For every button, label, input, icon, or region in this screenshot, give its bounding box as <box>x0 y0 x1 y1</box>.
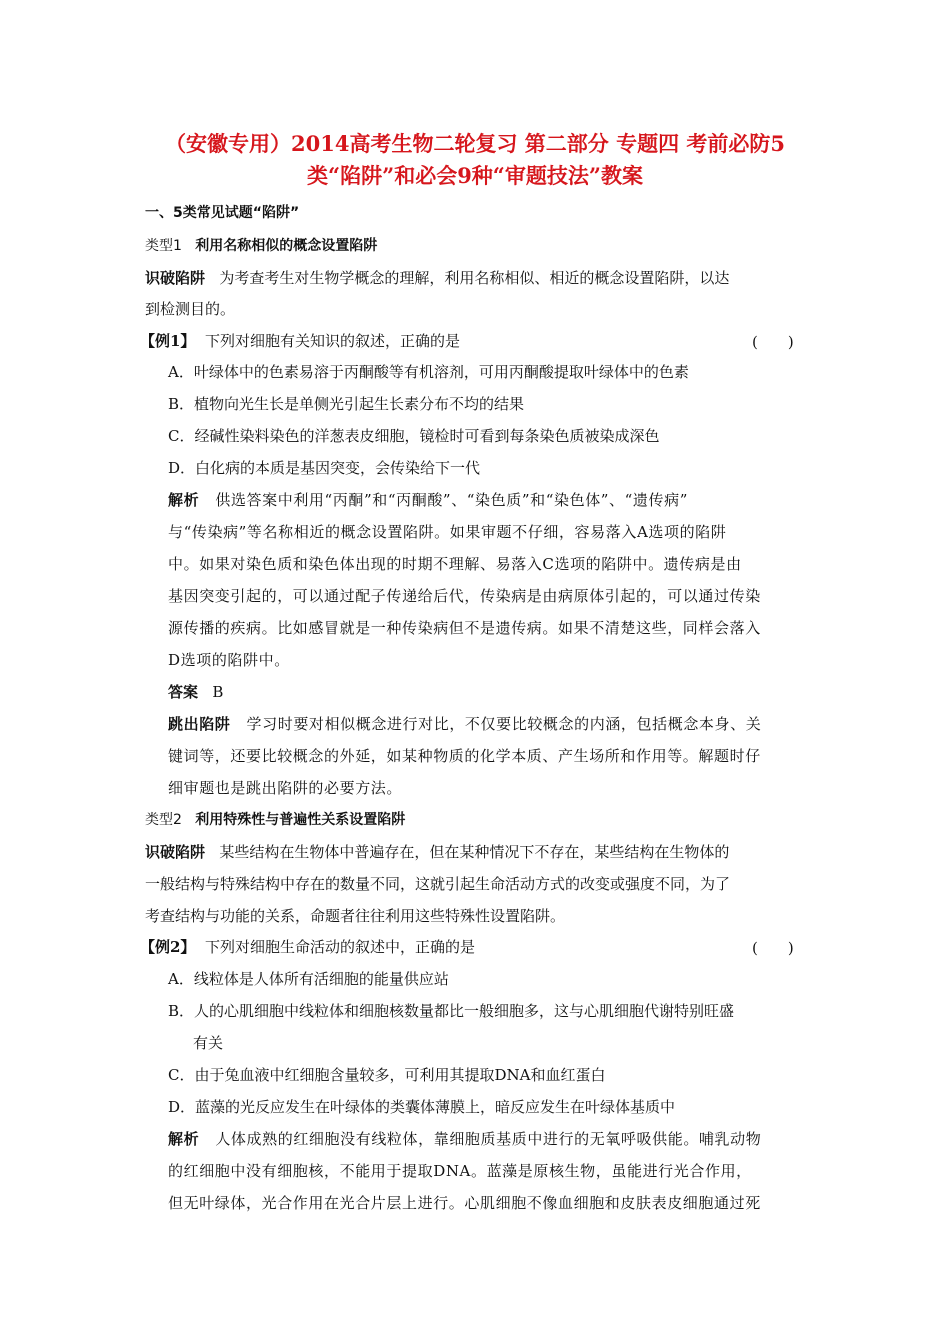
title-line-1: （安徽专用）2014高考生物二轮复习 第二部分 专题四 考前必防5 <box>165 131 785 156</box>
example1-solution-line-1: 解析 供选答案中利用“丙酮”和“丙酮酸”、“染色质”和“染色体”、“遗传病” <box>168 491 688 509</box>
type1-identify-line-1: 识破陷阱 为考查考生对生物学概念的理解，利用名称相似、相近的概念设置陷阱，以达 <box>145 269 730 287</box>
example1-question: 【例1】 下列对细胞有关知识的叙述，正确的是 <box>140 332 460 350</box>
example2-option-b-cont: 有关 <box>193 1034 224 1052</box>
example2-option-b: B．人的心肌细胞中线粒体和细胞核数量都比一般细胞多，这与心肌细胞代谢特别旺盛 <box>168 1002 735 1020</box>
document-title <box>100 128 850 192</box>
type2-identify-line-3: 考查结构与功能的关系，命题者往往利用这些特殊性设置陷阱。 <box>145 907 566 925</box>
example1-solution-line-5: 源传播的疾病。比如感冒就是一种传染病但不是遗传病。如果不清楚这些，同样会落入 <box>168 619 761 637</box>
type2-identify-line-2: 一般结构与特殊结构中存在的数量不同，这就引起生命活动方式的改变或强度不同，为了 <box>145 875 731 893</box>
type1-heading: 类型1 利用名称相似的概念设置陷阱 <box>145 238 378 254</box>
example1-solution-line-3: 中。如果对染色质和染色体出现的时期不理解、易落入C选项的陷阱中。遗传病是由 <box>168 555 742 573</box>
example1-answer: 答案 B <box>168 683 224 701</box>
example1-solution-line-2: 与“传染病”等名称相近的概念设置陷阱。如果审题不仔细，容易落入A选项的陷阱 <box>168 523 727 541</box>
example1-option-d: D．白化病的本质是基因突变，会传染给下一代 <box>168 459 481 477</box>
example2-question: 【例2】 下列对细胞生命活动的叙述中，正确的是 <box>140 938 475 956</box>
example1-option-a: A．叶绿体中的色素易溶于丙酮酸等有机溶剂，可用丙酮酸提取叶绿体中的色素 <box>168 363 689 381</box>
example1-escape-line-2: 键词等，还要比较概念的外延，如某种物质的化学本质、产生场所和作用等。解题时仔 <box>168 747 761 765</box>
example2-option-a: A．线粒体是人体所有活细胞的能量供应站 <box>168 970 449 988</box>
section-heading: 一、5类常见试题“陷阱” <box>145 205 300 221</box>
example2-solution-line-1: 解析 人体成熟的红细胞没有线粒体，靠细胞质基质中进行的无氧呼吸供能。哺乳动物 <box>168 1130 762 1148</box>
example1-escape-line-3: 细审题也是跳出陷阱的必要方法。 <box>168 779 403 797</box>
example2-solution-line-3: 但无叶绿体，光合作用在光合片层上进行。心肌细胞不像血细胞和皮肤表皮细胞通过死 <box>168 1194 761 1212</box>
example2-answer-blank: ( ) <box>752 939 794 957</box>
example1-option-b: B．植物向光生长是单侧光引起生长素分布不均的结果 <box>168 395 525 413</box>
type1-identify-line-2: 到检测目的。 <box>145 300 236 318</box>
example1-solution-line-4: 基因突变引起的，可以通过配子传递给后代，传染病是由病原体引起的，可以通过传染 <box>168 587 761 605</box>
example1-option-c: C．经碱性染料染色的洋葱表皮细胞，镜检时可看到每条染色质被染成深色 <box>168 427 660 445</box>
example1-answer-blank: ( ) <box>752 333 794 351</box>
example2-option-c: C．由于兔血液中红细胞含量较多，可利用其提取DNA和血红蛋白 <box>168 1066 606 1084</box>
type2-identify-line-1: 识破陷阱 某些结构在生物体中普遍存在，但在某种情况下不存在，某些结构在生物体的 <box>145 843 730 861</box>
example2-option-d: D．蓝藻的光反应发生在叶绿体的类囊体薄膜上，暗反应发生在叶绿体基质中 <box>168 1098 676 1116</box>
example2-solution-line-2: 的红细胞中没有细胞核，不能用于提取DNA。蓝藻是原核生物，虽能进行光合作用， <box>168 1162 752 1180</box>
type2-heading: 类型2 利用特殊性与普遍性关系设置陷阱 <box>145 812 406 828</box>
example1-solution-line-6: D选项的陷阱中。 <box>168 651 290 669</box>
example1-escape-line-1: 跳出陷阱 学习时要对相似概念进行对比，不仅要比较概念的内涵，包括概念本身、关 <box>168 715 762 733</box>
title-line-2: 类“陷阱”和必会9种“审题技法”教案 <box>307 163 643 188</box>
